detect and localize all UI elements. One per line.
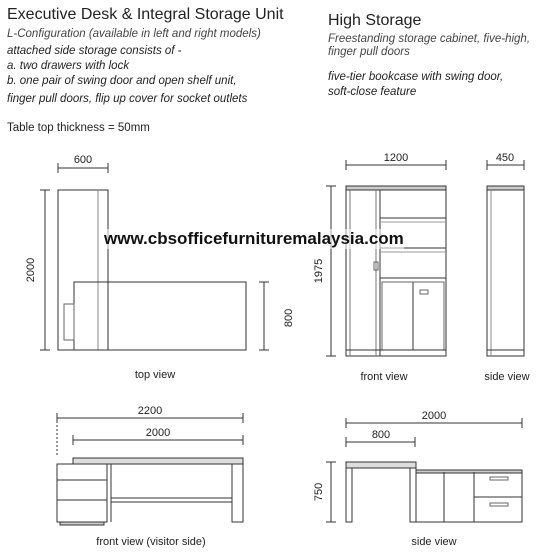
desk-front-pedestal — [57, 464, 107, 522]
desk-side-storage-outline — [58, 190, 108, 350]
watermark-url: www.cbsofficefurnituremalaysia.com — [104, 229, 404, 248]
storage-subtitle-line: finger pull doors — [328, 46, 410, 58]
desk-top-outline — [74, 282, 246, 350]
storage-top-panel — [346, 186, 446, 190]
storage-title: High Storage — [328, 12, 422, 29]
side-drawer-handle — [490, 503, 508, 506]
storage-body — [346, 190, 446, 356]
pedestal-plinth — [60, 522, 104, 525]
dim-label: 600 — [73, 154, 93, 166]
side-desk-leg — [346, 468, 352, 522]
side-drawer-handle — [490, 477, 508, 480]
door-handle — [420, 290, 428, 294]
dim-label: 1200 — [383, 152, 409, 164]
dim-label: 2000 — [145, 427, 171, 439]
side-desk-leg — [410, 468, 416, 522]
desk-line: a. two drawers with lock — [7, 60, 130, 72]
desk-side-view — [326, 418, 522, 522]
side-desk-top — [346, 462, 416, 468]
dim-label: 750 — [313, 482, 325, 502]
socket-cover — [64, 304, 74, 340]
dim-label: 800 — [371, 429, 391, 441]
desk-title: Executive Desk & Integral Storage Unit — [7, 6, 284, 23]
dim-label: 800 — [283, 308, 295, 328]
desk-subtitle: L-Configuration (available in left and right models) — [7, 28, 261, 40]
storage-line: five-tier bookcase with swing door, — [328, 71, 504, 83]
caption-storage-front: front view — [360, 371, 408, 383]
caption-desk-side: side view — [411, 536, 457, 548]
storage-side-view — [487, 160, 524, 356]
table-top-thickness: Table top thickness = 50mm — [7, 122, 150, 134]
storage-front-view — [326, 160, 446, 356]
caption-top-view: top view — [134, 369, 176, 381]
dim-label: 1975 — [313, 258, 325, 284]
desk-top-view — [40, 163, 269, 350]
desk-line: attached side storage consists of - — [7, 45, 182, 57]
storage-subtitle-line: Freestanding storage cabinet, five-high, — [328, 33, 531, 45]
desk-end-leg — [232, 464, 243, 522]
desk-line: b. one pair of swing door and open shelf unit, — [7, 75, 237, 87]
storage-line: soft-close feature — [328, 86, 417, 98]
caption-desk-front: front view (visitor side) — [96, 536, 206, 548]
desk-front-top — [73, 458, 243, 464]
storage-side-body — [487, 190, 524, 356]
dim-label: 450 — [495, 152, 515, 164]
caption-storage-side: side view — [484, 371, 530, 383]
dim-label: 2000 — [421, 410, 447, 422]
storage-side-top — [487, 186, 524, 190]
dim-label: 2200 — [137, 405, 163, 417]
dim-label: 2000 — [25, 257, 37, 283]
desk-line: finger pull doors, flip up cover for socket outlets — [7, 93, 248, 105]
side-storage-top — [416, 470, 522, 473]
